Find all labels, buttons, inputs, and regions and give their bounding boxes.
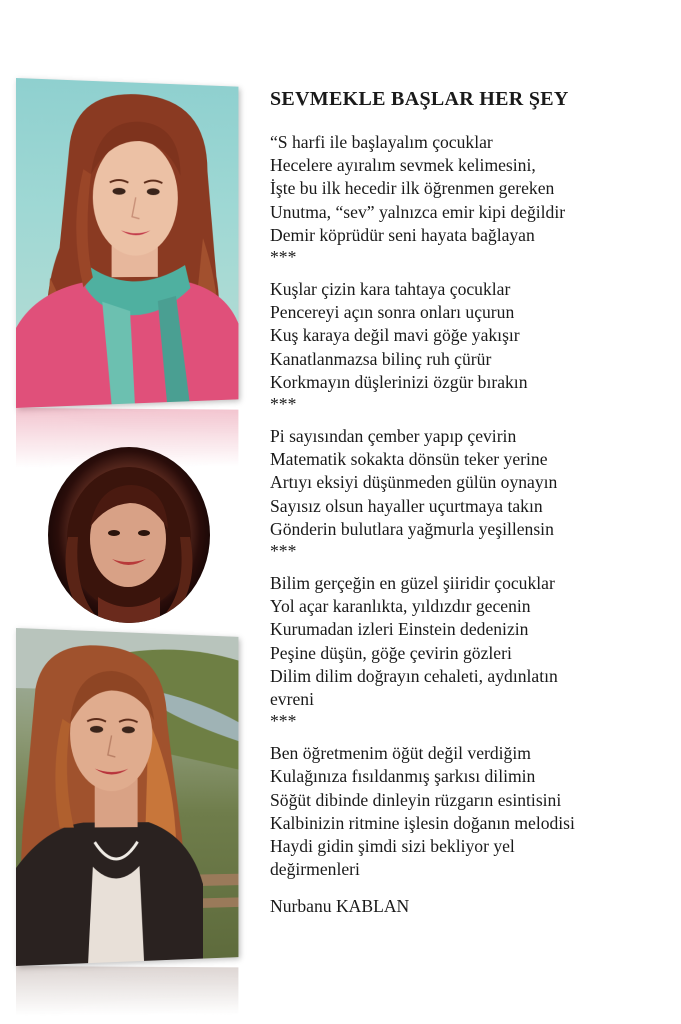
- poem-line: Korkmayın düşlerinizi özgür bırakın: [270, 371, 528, 392]
- stanza-separator: ***: [270, 541, 297, 562]
- stanza-5: [270, 742, 670, 881]
- portrait-photo-bottom: [16, 628, 238, 966]
- poem-line: Kuş karaya değil mavi göğe yakışır: [270, 325, 520, 346]
- poem-line: Matematik sokakta dönsün teker yerine: [270, 449, 548, 470]
- poem-line: Pi sayısından çember yapıp çevirin: [270, 426, 517, 447]
- poem-line: Gönderin bulutlara yağmurla yeşillensin: [270, 518, 554, 539]
- poem-line: Demir köprüdür seni hayata bağlayan: [270, 224, 535, 245]
- poem-line: “S harfi ile başlayalım çocuklar: [270, 132, 493, 152]
- woman-outdoors-image: [16, 628, 238, 966]
- poem-line: Yol açar karanlıkta, yıldızdır gecenin: [270, 596, 531, 617]
- poem-line: Sayısız olsun hayaller uçurtmaya takın: [270, 495, 543, 516]
- poem-line: Kanatlanmazsa bilinç ruh çürür: [270, 348, 492, 369]
- poem-title: SEVMEKLE BAŞLAR HER ŞEY: [270, 88, 569, 110]
- portrait-photo-oval: [48, 447, 210, 623]
- poem-line: Ben öğretmenim öğüt değil verdiğim: [270, 743, 531, 764]
- photo-reflection: [16, 966, 238, 1016]
- poem-line: Unutma, “sev” yalnızca emir kipi değildir: [270, 201, 566, 222]
- stanza-separator: ***: [270, 711, 297, 732]
- poem-line: Kalbinizin ritmine işlesin doğanın melodisi: [270, 812, 575, 833]
- stanza-3: [270, 425, 670, 561]
- poem-line: Pencereyi açın sonra onları uçurun: [270, 302, 515, 323]
- portrait-photo-top: [16, 78, 238, 408]
- poem-line: Kulağınıza fısıldanmış şarkısı dilimin: [270, 766, 536, 787]
- smiling-woman-image: [48, 447, 210, 623]
- poem: [270, 88, 670, 918]
- poem-line: Haydi gidin şimdi sizi bekliyor yel: [270, 836, 515, 857]
- stanza-separator: ***: [270, 394, 297, 415]
- stanza-4: [270, 572, 670, 731]
- stanza-separator: ***: [270, 247, 297, 268]
- stanza-2: [270, 278, 670, 414]
- poem-line: evreni: [270, 689, 314, 710]
- poem-line: İşte bu ilk hecedir ilk öğrenmen gereken: [270, 178, 555, 199]
- stanza-1: [270, 131, 670, 267]
- woman-with-scarf-image: [16, 78, 238, 408]
- poem-line: Peşine düşün, göğe çevirin gözleri: [270, 642, 512, 663]
- poem-line: değirmenleri: [270, 859, 360, 880]
- poem-author: Nurbanu KABLAN: [270, 896, 410, 917]
- poem-line: Artıyı eksiyi düşünmeden gülün oynayın: [270, 472, 558, 493]
- poem-line: Kurumadan izleri Einstein dedenizin: [270, 619, 529, 640]
- poem-line: Bilim gerçeğin en güzel şiiridir çocuklar: [270, 573, 555, 594]
- poem-line: Hecelere ayıralım sevmek kelimesini,: [270, 155, 536, 176]
- poem-line: Söğüt dibinde dinleyin rüzgarın esintisini: [270, 789, 562, 810]
- poem-line: Dilim dilim doğrayın cehaleti, aydınlatın: [270, 665, 558, 686]
- poem-line: Kuşlar çizin kara tahtaya çocuklar: [270, 279, 511, 300]
